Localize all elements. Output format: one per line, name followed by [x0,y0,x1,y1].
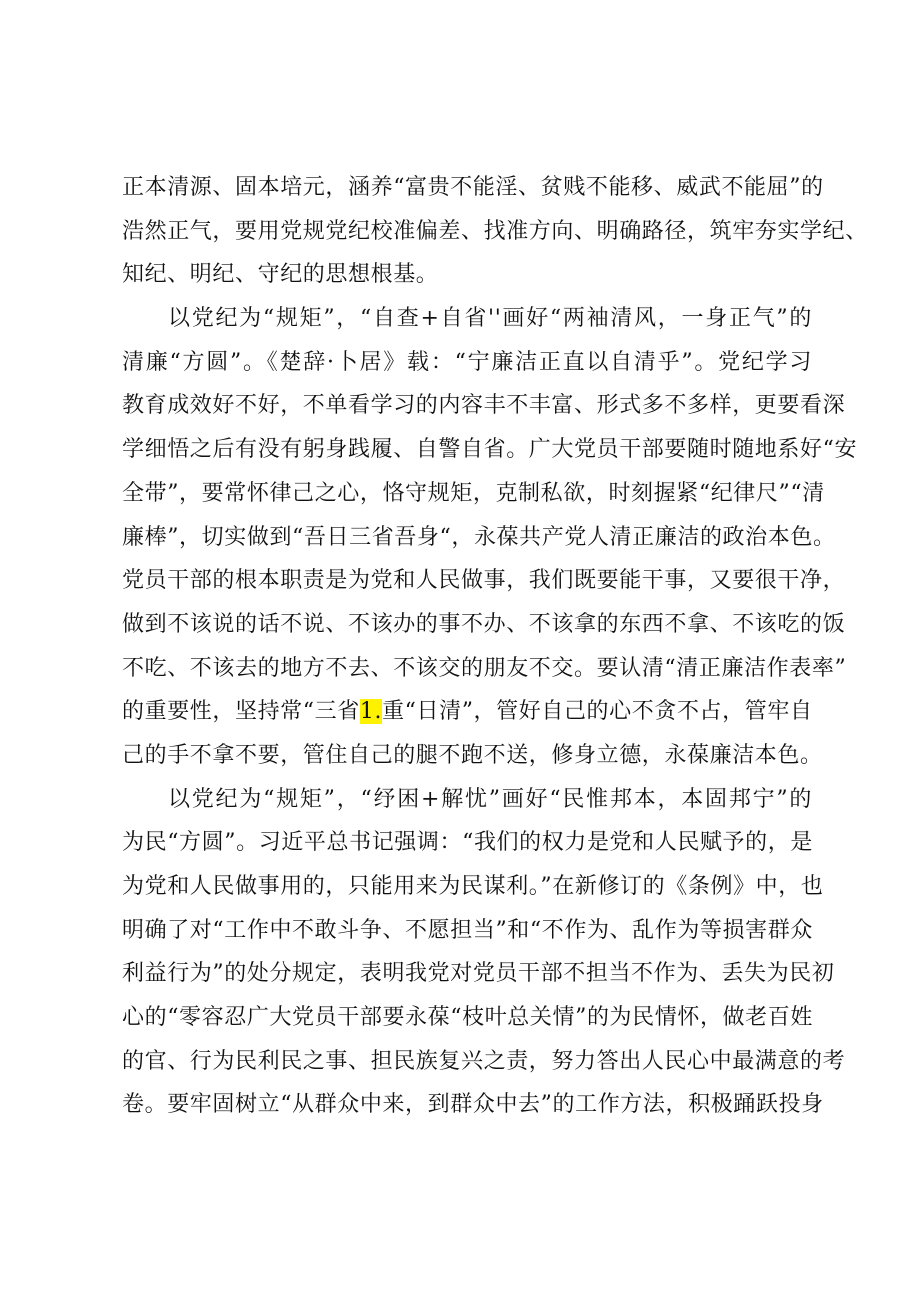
line-text: 为民“方圆”。习近平总书记强调：“我们的权力是党和人民赋予的，是 [122,830,813,856]
line-text: 以党纪为“规矩”，“自查+自省''画好“两袖清风，一身正气”的 [168,306,812,332]
line-text: 己的手不拿不要，管住自己的腿不跑不送，修身立德，永葆廉洁本色。 [122,742,823,768]
line-text: 卷。要牢固树立“从群众中来，到群众中去”的工作方法，积极踊跃投身 [122,1092,824,1118]
line-text: 清廉“方圆”。《楚辞·卜居》载：“宁廉洁正直以自清乎”。党纪学习 [122,349,812,375]
text-line [122,996,812,1040]
text-line [122,734,823,778]
text-line [122,647,847,691]
line-text: 正本清源、固本培元，涵养“富贵不能淫、贫贱不能移、威武不能屈”的 [122,175,824,200]
text-line [122,1040,846,1084]
text-line [122,690,812,734]
line-text: 不吃、不该去的地方不去、不该交的朋友不交。要认清“清正廉洁作表率” [122,655,847,681]
line-text: 学细悟之后有没有躬身践履、自警自省。广大党员干部要随时随地系好“安 [122,437,858,463]
line-text: 知纪、明纪、守纪的思想根基。 [122,262,439,288]
line-text: 利益行为”的处分规定，表明我党对党员干部不担当不作为、丢失为民初 [122,961,835,987]
document-body [122,166,868,1127]
line-text: 以党纪为“规矩”，“纾困+解忧”画好“民惟邦本，本固邦宁”的 [168,786,812,812]
text-line [122,428,858,472]
text-line [122,952,835,996]
text-line [122,516,836,560]
text-line [122,166,824,210]
text-line [122,472,825,516]
text-line [122,253,812,297]
line-text: 全带”，要常怀律己之心，恪守规矩，克制私欲，时刻握紧“纪律尺”“清 [122,480,825,506]
line-text: 做到不该说的话不说、不该办的事不办、不该拿的东西不拿、不该吃的饭 [122,611,846,637]
line-text: 教育成效好不好，不单看学习的内容丰不丰富、形式多不多样，更要看深 [122,393,846,419]
line-text: 党员干部的根本职责是为党和人民做事，我们既要能干事，又要很干净， [122,568,846,594]
text-line [122,1083,824,1127]
text-line [122,210,868,254]
line-text: 重“日清”，管好自己的心不贪不占，管牢自 [382,699,813,725]
line-text: 的重要性，坚持常“三省 [122,699,360,725]
line-text: 的官、行为民利民之事、担民族复兴之责，努力答出人民心中最满意的考 [122,1048,846,1074]
line-text: 浩然正气，要用党规党纪校准偏差、找准方向、明确路径，筑牢夯实学纪、 [122,218,868,244]
line-text: 明确了对“工作中不敢斗争、不愿担当”和“不作为、乱作为等损害群众 [122,917,813,943]
text-line [122,559,846,603]
highlighted-text: 1. [359,699,383,725]
text-line [122,297,812,341]
text-line [122,909,812,953]
line-text: 为党和人民做事用的，只能用来为民谋利。”在新修订的《条例》中，也 [122,874,824,899]
line-text: 廉棒”，切实做到“吾日三省吾身“，永葆共产党人清正廉洁的政治本色。 [122,524,836,550]
text-line [122,341,812,385]
line-text: 心的“零容忍广大党员干部要永葆“枝叶总关情”的为民情怀，做老百姓 [122,1005,813,1031]
text-line [122,384,846,428]
text-line [122,778,812,822]
text-line [122,603,846,647]
text-line [122,865,824,909]
text-line [122,821,812,865]
